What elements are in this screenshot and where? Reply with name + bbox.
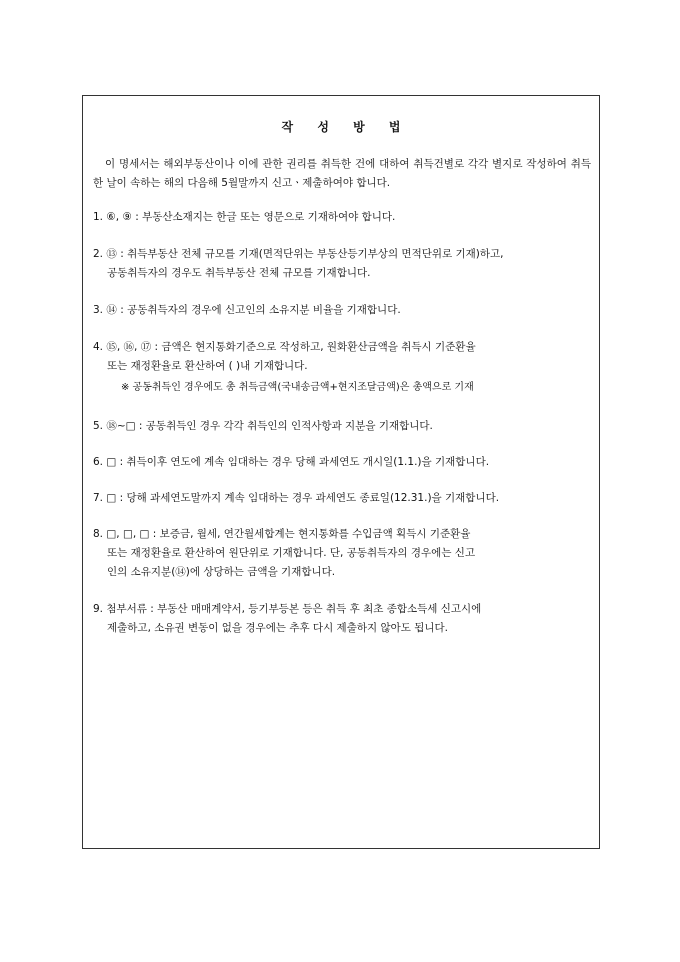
instruction-line: 제출하고, 소유권 변동이 없을 경우에는 추후 다시 제출하지 않아도 됩니다. — [107, 622, 449, 634]
instruction-item-5 — [93, 417, 591, 436]
instruction-line: 인의 소유지분(⑭)에 상당하는 금액을 기재합니다. — [107, 566, 336, 578]
instruction-line: 4. ⑮, ⑯, ⑰ : 금액은 현지통화기준으로 작성하고, 원화환산금액을 취득시 기준환율 — [93, 341, 476, 353]
intro-paragraph: 이 명세서는 해외부동산이나 이에 관한 권리를 취득한 건에 대하여 취득건별로 각각 별지로 작성하여 취득한 날이 속하는 해의 다음해 5월말까지 신고ㆍ제출하여야 합니다. — [93, 158, 591, 189]
instruction-item-4 — [93, 338, 591, 376]
instruction-item-1 — [93, 208, 591, 227]
instruction-line: 9. 첨부서류 : 부동산 매매계약서, 등기부등본 등은 취득 후 최초 종합소득세 신고시에 — [93, 603, 482, 615]
instruction-line: 7. □ : 당해 과세연도말까지 계속 임대하는 경우 과세연도 종료일(12.31.)을 기재합니다. — [93, 492, 500, 504]
instruction-line: 3. ⑭ : 공동취득자의 경우에 신고인의 소유지분 비율을 기재합니다. — [93, 304, 401, 316]
instruction-line: 또는 재정환율로 환산하여 원단위로 기재합니다. 단, 공동취득자의 경우에는 신고 — [107, 547, 476, 559]
instruction-item-9 — [93, 600, 591, 638]
instruction-item-8 — [93, 525, 591, 582]
instruction-line: 2. ⑬ : 취득부동산 전체 규모를 기재(면적단위는 부동산등기부상의 면적단위로 기재)하고, — [93, 248, 504, 260]
instruction-line: 1. ⑥, ⑨ : 부동산소재지는 한글 또는 영문으로 기재하여야 합니다. — [93, 211, 396, 223]
instruction-line: 8. □, □, □ : 보증금, 월세, 연간월세합계는 현지통화를 수입금액 획득시 기준환율 — [93, 528, 471, 540]
instruction-line: 공동취득자의 경우도 취득부동산 전체 규모를 기재합니다. — [107, 267, 371, 279]
instruction-line: 6. □ : 취득이후 연도에 계속 임대하는 경우 당해 과세연도 개시일(1.1.)을 기재합니다. — [93, 456, 490, 468]
page-title: 작 성 방 법 — [281, 120, 411, 134]
instruction-note: ※ 공동취득인 경우에도 총 취득금액(국내송금액+현지조달금액)은 총액으로 기재 — [121, 382, 474, 393]
instruction-item-2 — [93, 245, 591, 283]
instruction-item-7 — [93, 489, 591, 508]
instructions-frame — [82, 95, 600, 849]
instruction-line: 또는 재정환율로 환산하여 ( )내 기재합니다. — [107, 360, 308, 372]
instruction-line: 5. ⑱~□ : 공동취득인 경우 각각 취득인의 인적사항과 지분을 기재합니다. — [93, 420, 433, 432]
instruction-item-3 — [93, 301, 591, 320]
instruction-item-6 — [93, 453, 591, 472]
